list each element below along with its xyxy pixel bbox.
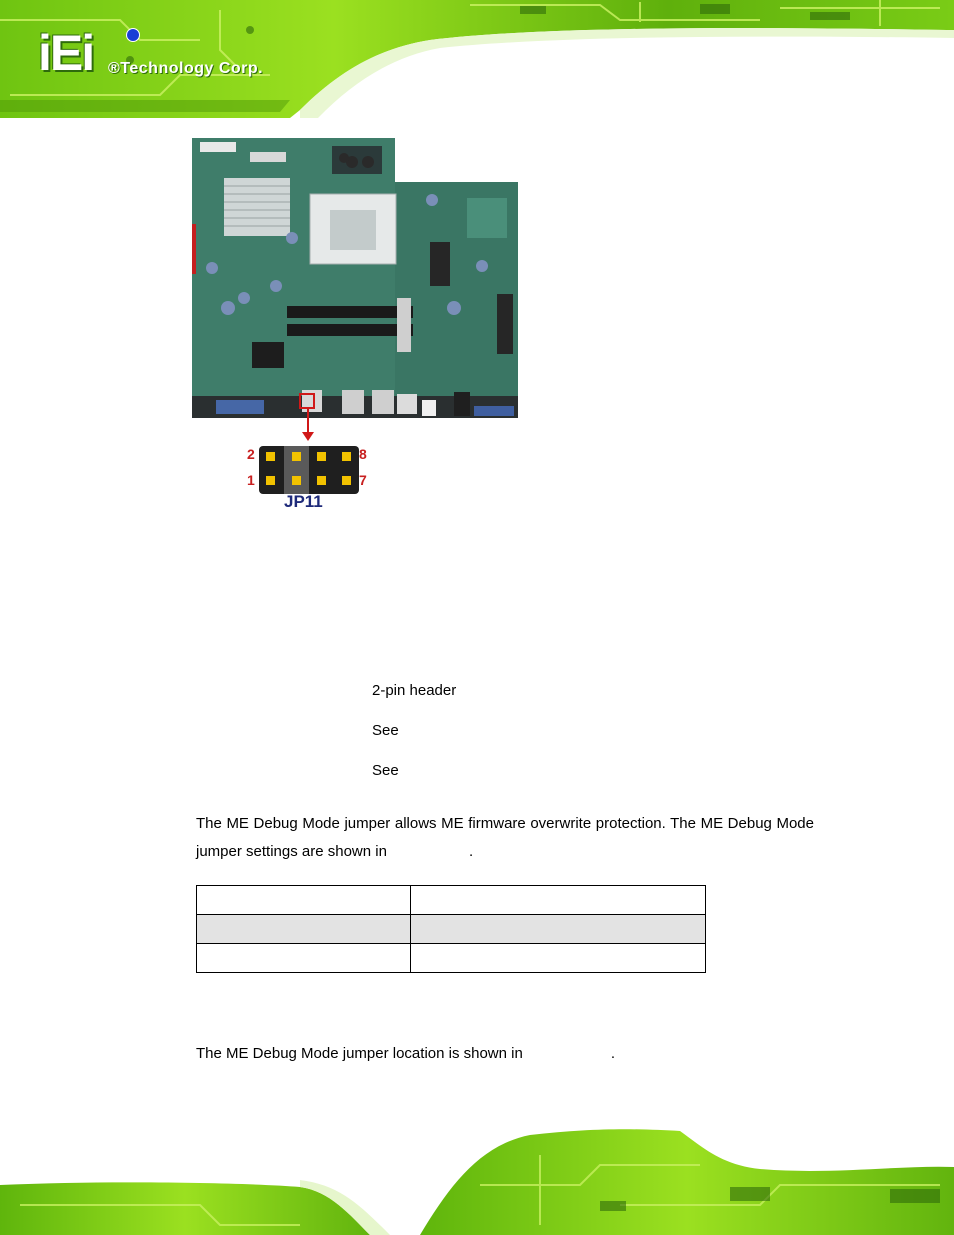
spec-jumper-type: 2-pin header [372, 682, 457, 699]
location-note-text: The ME Debug Mode jumper location is shown in [196, 1045, 523, 1062]
pin-label-7: 7 [359, 472, 367, 488]
company-name: ®Technology Corp. [108, 60, 264, 77]
spec-jumper-location: See [372, 762, 399, 779]
table-row [197, 915, 706, 944]
table-cell [197, 886, 411, 915]
table-row [197, 886, 706, 915]
settings-table [196, 885, 706, 973]
table-cell [411, 944, 706, 973]
description-end: . [468, 843, 474, 860]
motherboard-image [192, 138, 518, 428]
pin-label-1: 1 [247, 472, 255, 488]
spec-jumper-settings: See [372, 722, 399, 739]
description-text: The ME Debug Mode jumper allows ME firmware overwrite protection. The ME Debug Mode jumper settings are shown in [196, 815, 814, 860]
table-row [197, 944, 706, 973]
table-cell [197, 915, 411, 944]
footer-circuit-banner [0, 1125, 954, 1235]
logo-mark: iEi [38, 25, 94, 81]
jumper-detail [246, 440, 376, 515]
logo-dot-icon [126, 28, 140, 42]
page-footer [0, 1125, 954, 1235]
callout-arrow [300, 408, 316, 442]
company-logo [38, 25, 288, 84]
location-note-end: . [610, 1045, 616, 1062]
table-cell [411, 886, 706, 915]
table-cell [411, 915, 706, 944]
pin-label-2: 2 [247, 446, 255, 462]
jumper-label: JP11 [284, 492, 323, 511]
table-cell [197, 944, 411, 973]
location-note [196, 1045, 615, 1062]
page-header [0, 0, 954, 118]
pin-label-8: 8 [359, 446, 367, 462]
description-paragraph [196, 810, 814, 866]
